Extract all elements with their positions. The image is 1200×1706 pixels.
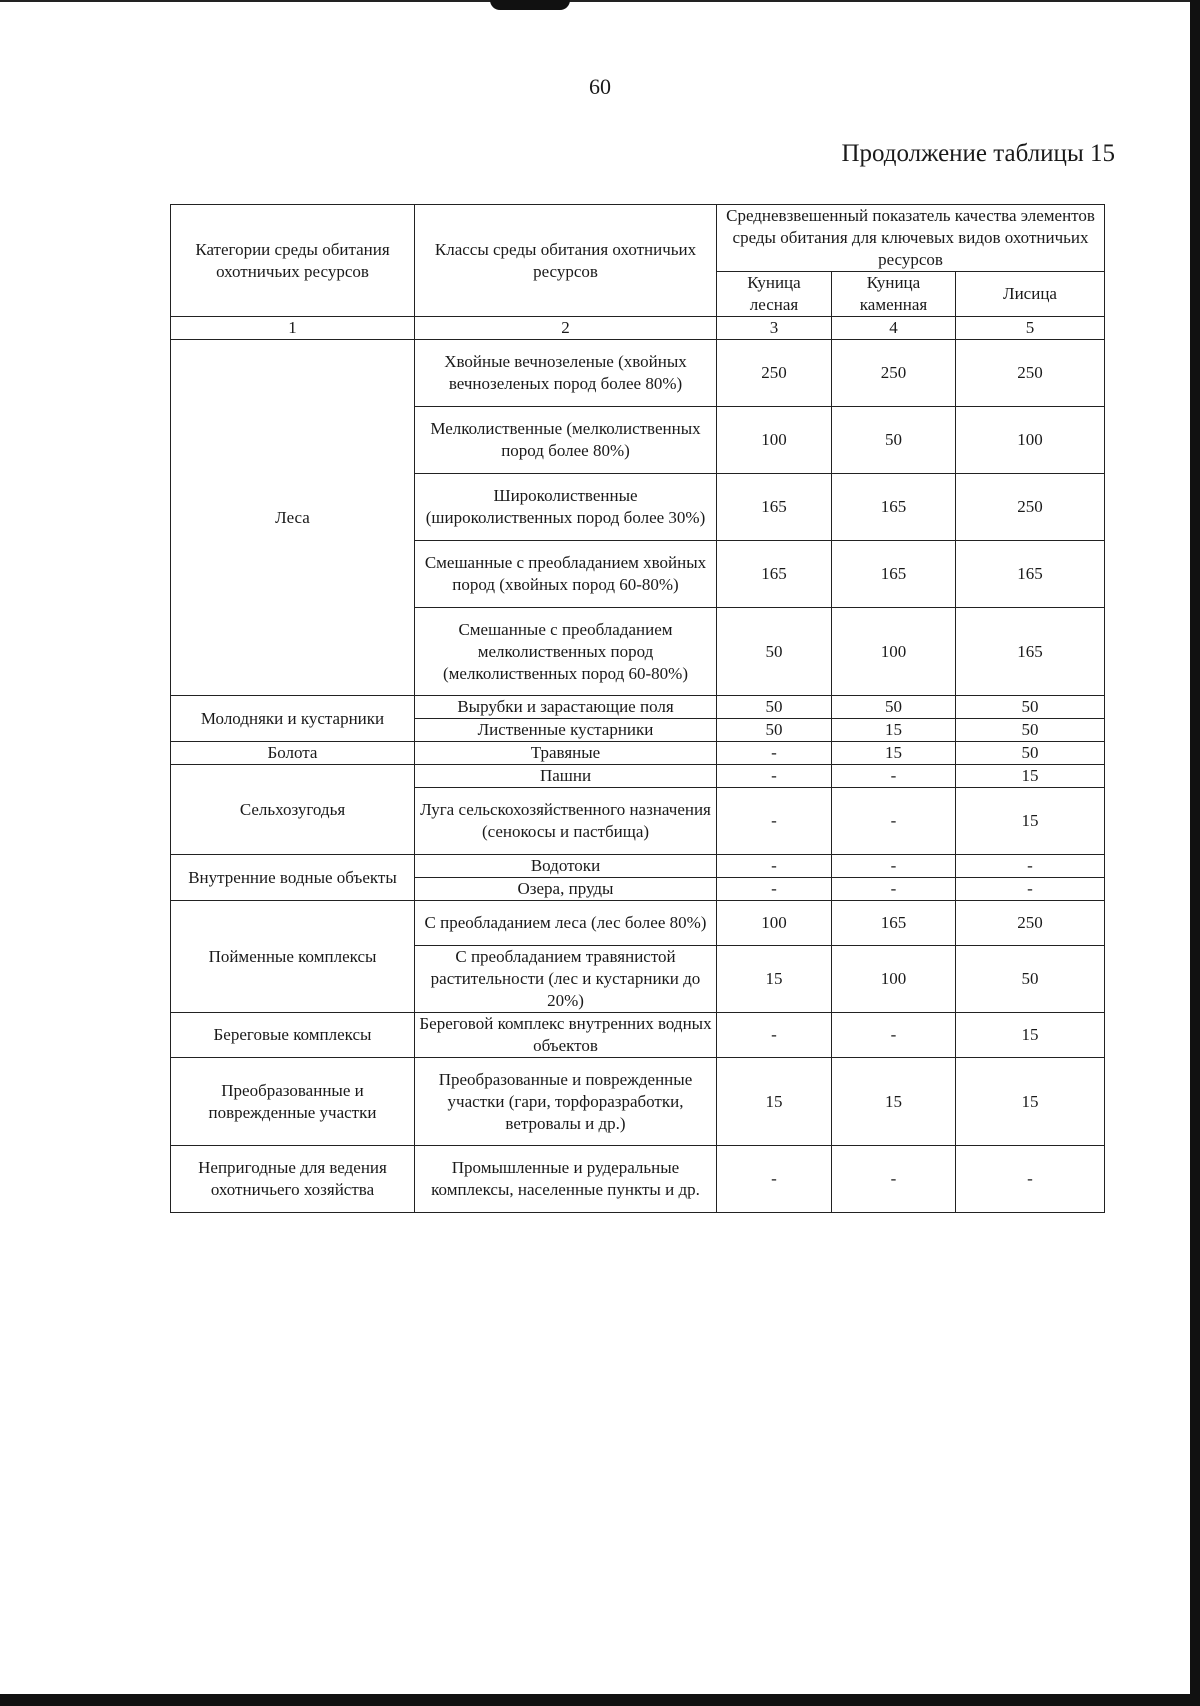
value-cell: - bbox=[832, 1146, 956, 1213]
class-cell: Водотоки bbox=[415, 855, 717, 878]
class-cell: Луга сельскохозяйственного назначения (сенокосы и пастбища) bbox=[415, 788, 717, 855]
table-row bbox=[171, 742, 1105, 765]
value-cell: - bbox=[717, 765, 832, 788]
value-cell: 50 bbox=[956, 696, 1105, 719]
value-cell: 15 bbox=[717, 1058, 832, 1146]
class-cell: Смешанные с преобладанием мелколиственных пород (мелколиственных пород 60-80%) bbox=[415, 608, 717, 696]
class-cell: С преобладанием травянистой растительности (лес и кустарники до 20%) bbox=[415, 946, 717, 1013]
value-cell: 165 bbox=[832, 541, 956, 608]
value-cell: 100 bbox=[956, 407, 1105, 474]
category-cell: Сельхозугодья bbox=[171, 765, 415, 855]
table-row bbox=[171, 696, 1105, 719]
category-cell: Преобразованные и поврежденные участки bbox=[171, 1058, 415, 1146]
table-row bbox=[171, 1146, 1105, 1213]
value-cell: - bbox=[832, 878, 956, 901]
value-cell: 165 bbox=[832, 901, 956, 946]
value-cell: 100 bbox=[832, 608, 956, 696]
value-cell: 250 bbox=[956, 474, 1105, 541]
class-cell: Озера, пруды bbox=[415, 878, 717, 901]
column-number: 2 bbox=[415, 317, 717, 340]
header-species: Лисица bbox=[956, 272, 1105, 317]
value-cell: - bbox=[717, 742, 832, 765]
class-cell: Хвойные вечнозеленые (хвойных вечнозеленых пород более 80%) bbox=[415, 340, 717, 407]
value-cell: - bbox=[956, 855, 1105, 878]
value-cell: 50 bbox=[956, 946, 1105, 1013]
value-cell: 165 bbox=[956, 608, 1105, 696]
value-cell: 100 bbox=[832, 946, 956, 1013]
value-cell: - bbox=[717, 1146, 832, 1213]
value-cell: 100 bbox=[717, 407, 832, 474]
value-cell: 15 bbox=[956, 1013, 1105, 1058]
value-cell: 165 bbox=[717, 474, 832, 541]
column-number: 3 bbox=[717, 317, 832, 340]
value-cell: 250 bbox=[956, 340, 1105, 407]
value-cell: 50 bbox=[717, 719, 832, 742]
table-row bbox=[171, 1058, 1105, 1146]
value-cell: 15 bbox=[832, 1058, 956, 1146]
class-cell: Травяные bbox=[415, 742, 717, 765]
value-cell: 50 bbox=[832, 696, 956, 719]
value-cell: 50 bbox=[956, 719, 1105, 742]
category-cell: Молодняки и кустарники bbox=[171, 696, 415, 742]
scan-edge-bottom bbox=[0, 1694, 1200, 1706]
header-species: Куница лесная bbox=[717, 272, 832, 317]
class-cell: Вырубки и зарастающие поля bbox=[415, 696, 717, 719]
header-category: Категории среды обитания охотничьих ресурсов bbox=[171, 205, 415, 317]
value-cell: 50 bbox=[956, 742, 1105, 765]
category-cell: Внутренние водные объекты bbox=[171, 855, 415, 901]
value-cell: 250 bbox=[717, 340, 832, 407]
value-cell: 15 bbox=[717, 946, 832, 1013]
value-cell: 15 bbox=[956, 1058, 1105, 1146]
header-class: Классы среды обитания охотничьих ресурсов bbox=[415, 205, 717, 317]
value-cell: - bbox=[832, 1013, 956, 1058]
header-row bbox=[171, 205, 1105, 272]
class-cell: Смешанные с преобладанием хвойных пород (хвойных пород 60-80%) bbox=[415, 541, 717, 608]
value-cell: 165 bbox=[832, 474, 956, 541]
class-cell: Преобразованные и поврежденные участки (гари, торфоразработки, ветровалы и др.) bbox=[415, 1058, 717, 1146]
category-cell: Леса bbox=[171, 340, 415, 696]
table-row bbox=[171, 901, 1105, 946]
column-number: 4 bbox=[832, 317, 956, 340]
value-cell: - bbox=[717, 788, 832, 855]
value-cell: 15 bbox=[956, 788, 1105, 855]
scan-edge-right bbox=[1190, 0, 1200, 1706]
column-number-row bbox=[171, 317, 1105, 340]
table-row bbox=[171, 340, 1105, 407]
class-cell: С преобладанием леса (лес более 80%) bbox=[415, 901, 717, 946]
value-cell: 15 bbox=[832, 719, 956, 742]
table-row bbox=[171, 1013, 1105, 1058]
value-cell: 15 bbox=[956, 765, 1105, 788]
category-cell: Береговые комплексы bbox=[171, 1013, 415, 1058]
column-number: 5 bbox=[956, 317, 1105, 340]
table-row bbox=[171, 765, 1105, 788]
value-cell: 250 bbox=[956, 901, 1105, 946]
value-cell: 15 bbox=[832, 742, 956, 765]
header-quality-group: Средневзвешенный показатель качества элементов среды обитания для ключевых видов охотничьих ресурсов bbox=[717, 205, 1105, 272]
value-cell: 50 bbox=[717, 696, 832, 719]
scan-artifact bbox=[490, 0, 570, 10]
value-cell: - bbox=[832, 788, 956, 855]
table-caption: Продолжение таблицы 15 bbox=[841, 140, 1115, 167]
value-cell: - bbox=[717, 878, 832, 901]
category-cell: Болота bbox=[171, 742, 415, 765]
page-number: 60 bbox=[589, 74, 611, 99]
value-cell: 50 bbox=[832, 407, 956, 474]
class-cell: Мелколиственные (мелколиственных пород более 80%) bbox=[415, 407, 717, 474]
class-cell: Широколиственные (широколиственных пород более 30%) bbox=[415, 474, 717, 541]
value-cell: - bbox=[956, 878, 1105, 901]
value-cell: - bbox=[956, 1146, 1105, 1213]
habitat-quality-table bbox=[170, 204, 1105, 1213]
value-cell: - bbox=[717, 1013, 832, 1058]
value-cell: 165 bbox=[956, 541, 1105, 608]
value-cell: 50 bbox=[717, 608, 832, 696]
table-row bbox=[171, 855, 1105, 878]
class-cell: Лиственные кустарники bbox=[415, 719, 717, 742]
class-cell: Береговой комплекс внутренних водных объектов bbox=[415, 1013, 717, 1058]
scan-edge-top bbox=[0, 0, 1200, 2]
value-cell: - bbox=[832, 765, 956, 788]
value-cell: 250 bbox=[832, 340, 956, 407]
class-cell: Пашни bbox=[415, 765, 717, 788]
category-cell: Непригодные для ведения охотничьего хозяйства bbox=[171, 1146, 415, 1213]
category-cell: Пойменные комплексы bbox=[171, 901, 415, 1013]
value-cell: - bbox=[832, 855, 956, 878]
class-cell: Промышленные и рудеральные комплексы, населенные пункты и др. bbox=[415, 1146, 717, 1213]
column-number: 1 bbox=[171, 317, 415, 340]
value-cell: - bbox=[717, 855, 832, 878]
value-cell: 165 bbox=[717, 541, 832, 608]
header-species: Куница каменная bbox=[832, 272, 956, 317]
value-cell: 100 bbox=[717, 901, 832, 946]
